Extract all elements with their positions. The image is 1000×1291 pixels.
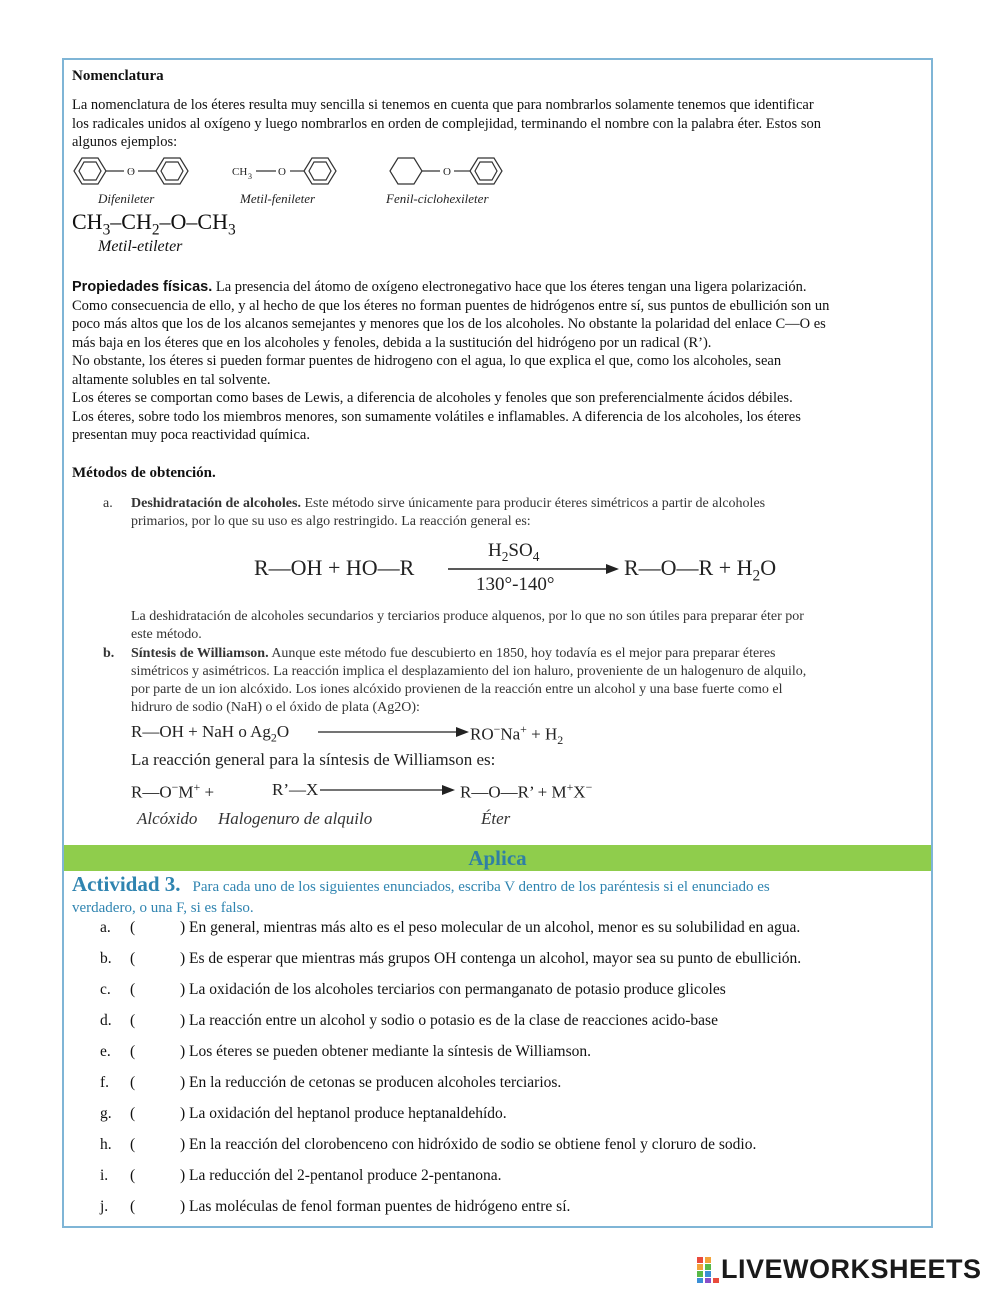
text-line: más baja en los éteres que en los alcoholes y fenoles, debida a la sustitución del hidrógeno por un radical (R’). xyxy=(72,334,712,351)
text-line: Los éteres se comportan como bases de Lewis, a diferencia de alcoholes y fenoles que son preferencialmente ácidos débiles. xyxy=(72,390,793,406)
text-line: Aunque este método fue descubierto en 1850, hoy todavía es el mejor para preparar éteres xyxy=(271,646,776,661)
eq1-condition: 130°-140° xyxy=(476,574,555,595)
list-letter: b. xyxy=(103,646,115,661)
text-line: por parte de un ion alcóxido. Los iones alcóxido provienen de la reacción entre un alcohol y una base fuerte como el xyxy=(131,682,783,697)
metil-etileter-formula: $CH_3-CH_2-O-CH_3$ xyxy=(72,209,236,239)
list-item: g. ( ) La oxidación del heptanol produce heptanaldehído. xyxy=(100,1105,507,1122)
metodo-b-title: Síntesis de Williamson. xyxy=(131,646,269,661)
text-line: hidruro de sodio (NaH) o el óxido de plata (Ag2O): xyxy=(131,700,420,715)
text-line: simétricos y asimétricos. La reacción implica el desplazamiento del ion haluro, proveniente de un halogenuro de alquilo, xyxy=(131,664,807,679)
text-line: Los éteres, sobre todo los miembros menores, son sumamente volátiles e inflamables. A diferencia de los alcoholes, los éteres xyxy=(72,408,801,425)
eq3-products: R—O—R’ + M+X− xyxy=(460,780,593,802)
answer-slot[interactable]: ( xyxy=(130,1105,136,1122)
eq2-reactants: R—OH + NaH o $Ag_2O$ xyxy=(131,722,290,745)
answer-slot[interactable]: ( xyxy=(130,981,136,998)
answer-slot[interactable]: ( xyxy=(130,950,136,967)
actividad-instruction: verdadero, o una F, si es falso. xyxy=(72,900,254,916)
svg-text:O: O xyxy=(443,166,451,178)
eq2-arrow xyxy=(318,725,470,739)
eq3-label: Éter xyxy=(481,809,511,828)
answer-slot[interactable]: ( xyxy=(130,919,136,936)
metodo-a xyxy=(131,495,931,531)
eq3-alcoxido: R—O−M+ + xyxy=(131,780,215,802)
list-letter: a. xyxy=(103,496,113,511)
answer-slot[interactable]: ( xyxy=(130,1012,136,1029)
liveworksheets-logo: LIVEWORKSHEETS xyxy=(697,1254,982,1285)
text-line: los radicales unidos al oxígeno y luego nombrarlos en orden de complejidad, terminando el nombre con la palabra éter. Estos son xyxy=(72,115,821,132)
eq3-halogenuro: R’—X xyxy=(272,780,319,799)
list-item: f. ( ) En la reducción de cetonas se producen alcoholes terciarios. xyxy=(100,1074,562,1091)
nomenclatura-paragraph xyxy=(72,96,928,152)
text-line: este método. xyxy=(131,627,202,642)
eq3-label: Halogenuro de alquilo xyxy=(218,809,373,828)
formula-label: Metil-etileter xyxy=(98,238,183,255)
text-line: algunos ejemplos: xyxy=(72,134,178,150)
list-item: i. ( ) La reducción del 2-pentanol produce 2-pentanona. xyxy=(100,1167,502,1184)
text-line: No obstante, los éteres si pueden formar puentes de hidrogeno con el agua, lo que explica el que, como los alcoholes, sean xyxy=(72,353,782,369)
eq1-products: R—O—R + $H_2O$ xyxy=(624,555,777,585)
metodos-heading: Métodos de obtención. xyxy=(72,465,216,481)
answer-slot[interactable]: ( xyxy=(130,1043,136,1060)
williamson-general-text: La reacción general para la síntesis de Williamson es: xyxy=(131,750,496,769)
text-line: Este método sirve únicamente para producir éteres simétricos a partir de alcoholes xyxy=(304,496,766,511)
text-line: La nomenclatura de los éteres resulta muy sencilla si tenemos en cuenta que para nombrarlos solamente tenemos que identificar xyxy=(72,97,814,113)
text-line: altamente solubles en tal solvente. xyxy=(72,371,271,388)
liveworksheets-logo-icon xyxy=(697,1257,719,1283)
text-line: Como consecuencia de ello, y al hecho de que los éteres no forman puentes de hidrógenos entre sí, sus puntos de ebullición son un xyxy=(72,297,830,314)
nomenclatura-heading: Nomenclatura xyxy=(72,68,164,84)
answer-slot[interactable]: ( xyxy=(130,1136,136,1153)
metil-fenileter-structure xyxy=(256,158,336,184)
metodo-b xyxy=(131,645,926,717)
list-item: e. ( ) Los éteres se pueden obtener mediante la síntesis de Williamson. xyxy=(100,1043,592,1060)
list-item: j. ( ) Las moléculas de fenol forman puentes de hidrógeno entre sí. xyxy=(100,1198,571,1215)
list-item: c. ( ) La oxidación de los alcoholes terciarios con permanganato de potasio produce glicoles xyxy=(100,981,726,998)
text-line: poco más altos que los de los alcanos semejantes y menores que los de los alcoholes. No obstante la polaridad del enlace C—O es xyxy=(72,316,826,332)
actividad-title: Actividad 3. xyxy=(72,872,181,896)
metodo-a-title: Deshidratación de alcoholes. xyxy=(131,496,301,511)
text-line: primarios, por lo que su uso es algo restringido. La reacción general es: xyxy=(131,514,531,529)
propiedades-paragraph xyxy=(72,278,928,445)
eq2-products: $RO^-Na^+ + H_2$ xyxy=(470,722,564,748)
example-label: Metil-fenileter xyxy=(240,191,316,206)
metodo-a-note xyxy=(131,608,931,644)
propiedades-heading: Propiedades físicas. xyxy=(72,279,213,295)
list-item: d. ( ) La reacción entre un alcohol y sodio o potasio es de la clase de reacciones acido-base xyxy=(100,1012,718,1029)
list-item: h. ( ) En la reacción del clorobenceno con hidróxido de sodio se obtiene fenol y cloruro de sodio. xyxy=(100,1136,757,1153)
aplica-banner: Aplica xyxy=(64,845,931,871)
svg-text:O: O xyxy=(127,166,135,178)
eq1-reactants: R—OH + HO—R xyxy=(254,555,415,580)
answer-slot[interactable]: ( xyxy=(130,1074,136,1091)
eq1-catalyst: $H_2SO_4$ xyxy=(488,540,540,564)
example-label: Fenil-ciclohexileter xyxy=(386,191,489,206)
text-line: La presencia del átomo de oxígeno electronegativo hace que los éteres tengan una ligera polarización. xyxy=(215,279,807,295)
actividad-instruction: Para cada uno de los siguientes enunciados, escriba V dentro de los paréntesis si el enunciado es xyxy=(192,879,770,895)
actividad-header xyxy=(72,874,928,919)
example-label: Difenileter xyxy=(98,191,155,206)
eq3-label: Alcóxido xyxy=(137,809,198,828)
text-line: La deshidratación de alcoholes secundarios y terciarios produce alquenos, por lo que no son útiles para preparar éter por xyxy=(131,609,804,624)
text-line: presentan muy poca reactividad química. xyxy=(72,427,310,443)
eq3-arrow xyxy=(320,783,456,797)
list-item: b. ( ) Es de esperar que mientras más grupos OH contenga un alcohol, mayor sea su punto de ebullición. xyxy=(100,950,802,967)
svg-text:3: 3 xyxy=(248,172,252,181)
answer-slot[interactable]: ( xyxy=(130,1198,136,1215)
svg-text:O: O xyxy=(278,166,286,178)
list-item: a. ( ) En general, mientras más alto es el peso molecular de un alcohol, menor es su solubilidad en agua. xyxy=(100,919,801,936)
ether-structures-figure xyxy=(72,154,512,188)
answer-slot[interactable]: ( xyxy=(130,1167,136,1184)
svg-text:CH: CH xyxy=(232,166,248,178)
